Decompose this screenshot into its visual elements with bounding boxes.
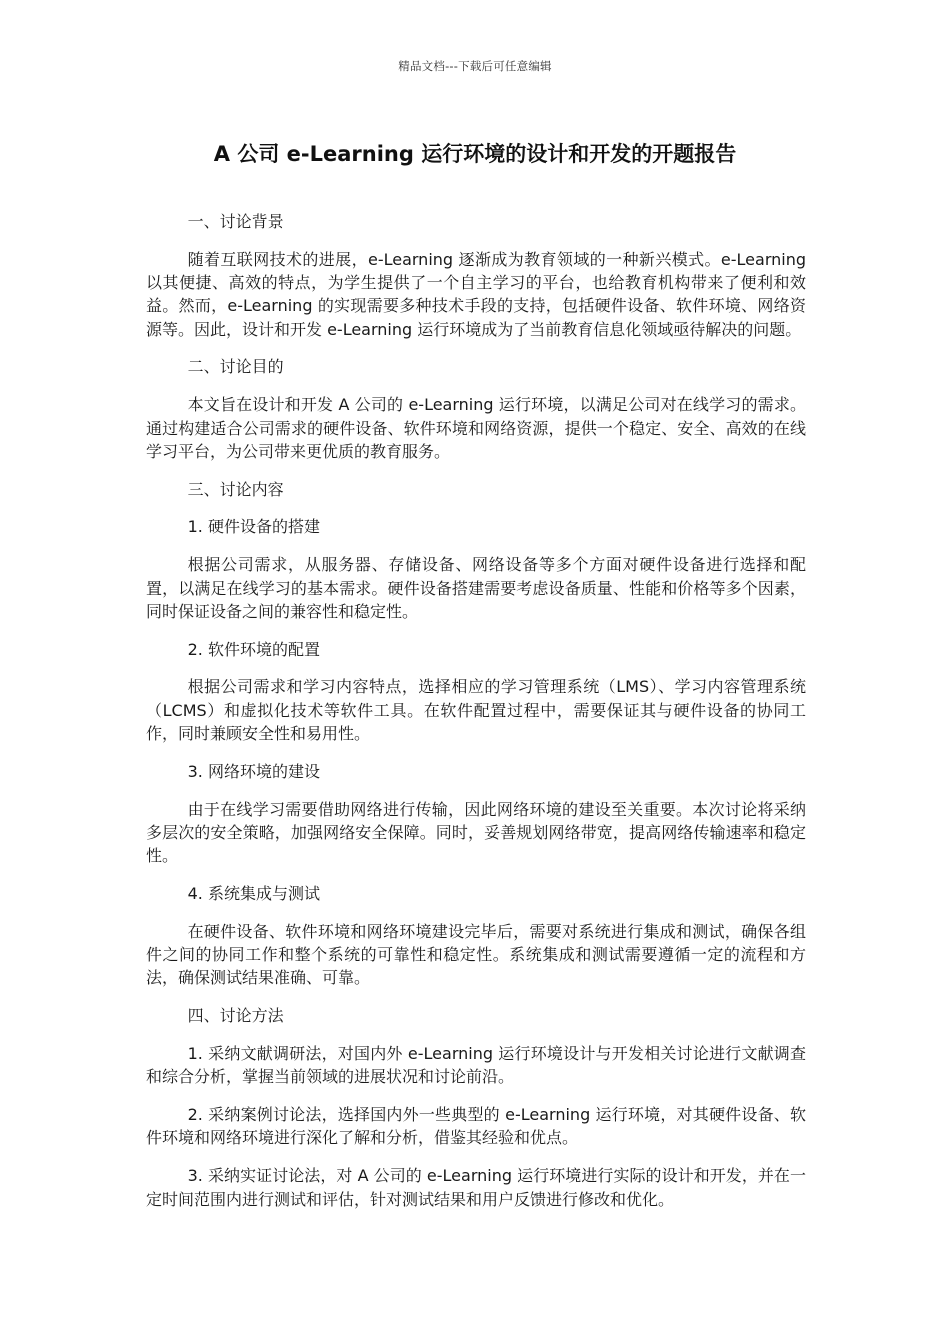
subheading-integration: 4. 系统集成与测试 bbox=[187, 884, 320, 904]
section-heading-content: 三、讨论内容 bbox=[187, 479, 284, 499]
document-body bbox=[146, 210, 806, 1225]
section-heading-purpose: 二、讨论目的 bbox=[187, 357, 284, 377]
paragraph-background: 随着互联网技术的进展，e-Learning 逐渐成为教育领域的一种新兴模式。e-Learning 以其便捷、高效的特点，为学生提供了一个自主学习的平台，也给教育机构带来了便利和效益。然而，e-Learning 的实现需要多种技术手段的支持，包括硬件设备、软件环境、网络资源等。因此，设计和开发 e-Learning 运行环境成为了当前教育信息化领域亟待解决的问题。 bbox=[146, 249, 806, 339]
paragraph-software: 根据公司需求和学习内容特点，选择相应的学习管理系统（LMS）、学习内容管理系统（LCMS）和虚拟化技术等软件工具。在软件配置过程中，需要保证其与硬件设备的协同工作，同时兼顾安全性和易用性。 bbox=[146, 677, 806, 744]
paragraph-method-case: 2. 采纳案例讨论法，选择国内外一些典型的 e-Learning 运行环境，对其硬件设备、软件环境和网络环境进行深化了解和分析，借鉴其经验和优点。 bbox=[146, 1105, 806, 1148]
section-heading-background: 一、讨论背景 bbox=[187, 212, 284, 231]
paragraph-integration: 在硬件设备、软件环境和网络环境建设完毕后，需要对系统进行集成和测试，确保各组件之间的协同工作和整个系统的可靠性和稳定性。系统集成和测试需要遵循一定的流程和方法，确保测试结果准确、可靠。 bbox=[146, 921, 806, 988]
subheading-hardware: 1. 硬件设备的搭建 bbox=[187, 517, 320, 537]
paragraph-purpose: 本文旨在设计和开发 A 公司的 e-Learning 运行环境，以满足公司对在线学习的需求。通过构建适合公司需求的硬件设备、软件环境和网络资源，提供一个稳定、安全、高效的在线学习平台，为公司带来更优质的教育服务。 bbox=[146, 395, 806, 461]
paragraph-method-empirical: 3. 采纳实证讨论法，对 A 公司的 e-Learning 运行环境进行实际的设计和开发，并在一定时间范围内进行测试和评估，针对测试结果和用户反馈进行修改和优化。 bbox=[146, 1166, 806, 1209]
paragraph-method-literature: 1. 采纳文献调研法，对国内外 e-Learning 运行环境设计与开发相关讨论进行文献调查和综合分析，掌握当前领域的进展状况和讨论前沿。 bbox=[146, 1044, 806, 1087]
subheading-software: 2. 软件环境的配置 bbox=[187, 639, 320, 659]
paragraph-network: 由于在线学习需要借助网络进行传输，因此网络环境的建设至关重要。本次讨论将采纳多层次的安全策略，加强网络安全保障。同时，妥善规划网络带宽，提高网络传输速率和稳定性。 bbox=[146, 799, 806, 866]
section-heading-methods: 四、讨论方法 bbox=[187, 1006, 284, 1026]
subheading-network: 3. 网络环境的建设 bbox=[187, 761, 320, 781]
paragraph-hardware: 根据公司需求，从服务器、存储设备、网络设备等多个方面对硬件设备进行选择和配置，以满足在线学习的基本需求。硬件设备搭建需要考虑设备质量、性能和价格等多个因素，同时保证设备之间的兼容性和稳定性。 bbox=[146, 555, 806, 621]
header-note: 精品文档---下载后可任意编辑 bbox=[398, 59, 552, 73]
document-title: A 公司 e-Learning 运行环境的设计和开发的开题报告 bbox=[213, 142, 737, 166]
